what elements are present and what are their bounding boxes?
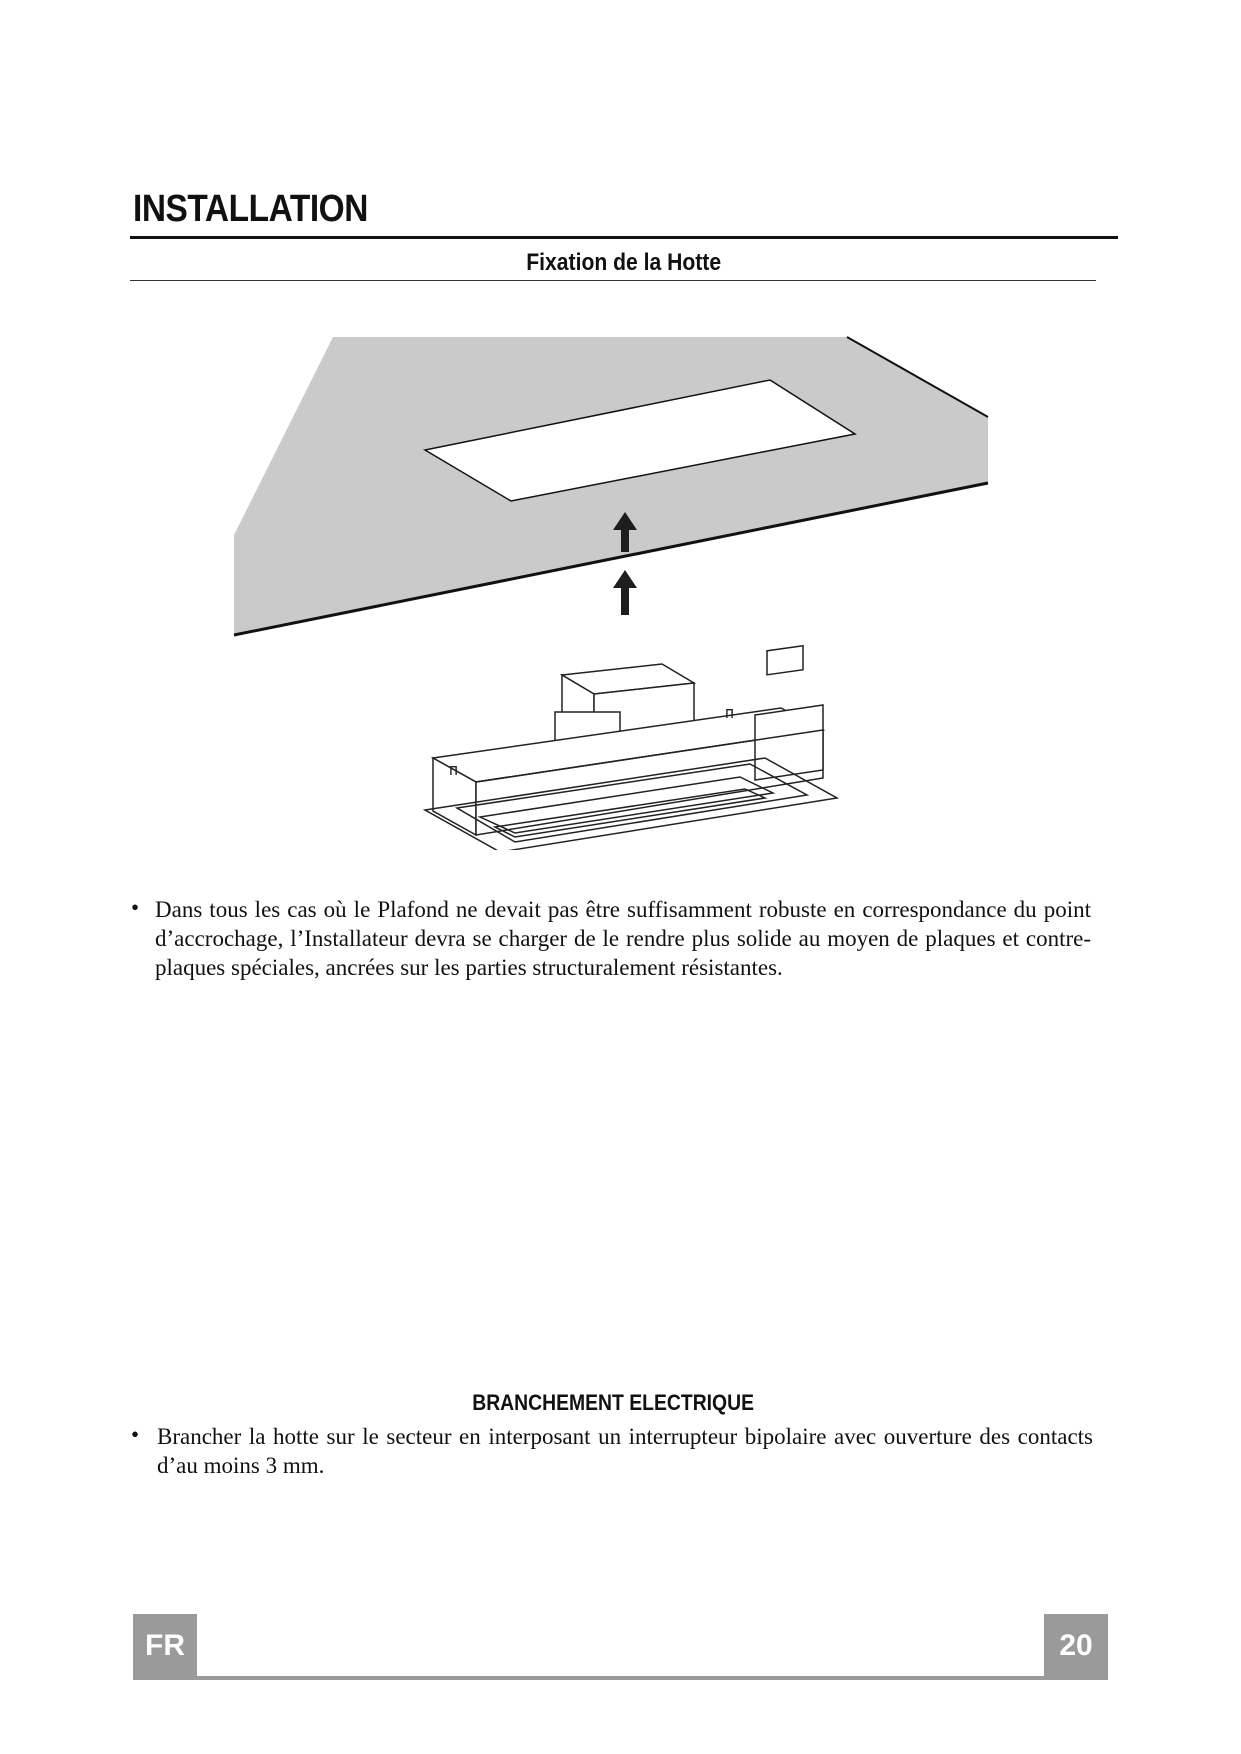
electrical-connection-paragraph: Brancher la hotte sur le secteur en interposant un interrupteur bipolaire avec ouverture des contacts d’au moins 3 mm. (157, 1424, 1093, 1478)
bullet: • (131, 1422, 140, 1447)
page-title: INSTALLATION (133, 188, 368, 230)
bullet: • (131, 895, 140, 920)
language-tab: FR (133, 1614, 197, 1678)
ceiling-panel (234, 337, 988, 635)
ceiling-strength-paragraph: Dans tous les cas où le Plafond ne devait pas être suffisamment robuste en correspondance du point d’accrochage, l’Installateur devra se charger de le rendre plus solide au moyen de plaques et contre-plaques spéciales, ancrées sur les parties structuralement résistantes. (155, 897, 1091, 980)
page-number: 20 (1044, 1614, 1108, 1678)
hood-marking: ᴨ (449, 760, 459, 779)
title-rule (130, 236, 1118, 239)
hood-marking: ᴨ (725, 703, 735, 722)
arrow-up-icon (613, 570, 637, 615)
hood-unit (425, 646, 837, 850)
section-heading: BRANCHEMENT ELECTRIQUE (472, 1390, 754, 1415)
installation-illustration (225, 330, 1005, 850)
subtitle-rule (130, 280, 1096, 281)
footer-bar (133, 1676, 1108, 1680)
section-subtitle: Fixation de la Hotte (526, 249, 722, 276)
